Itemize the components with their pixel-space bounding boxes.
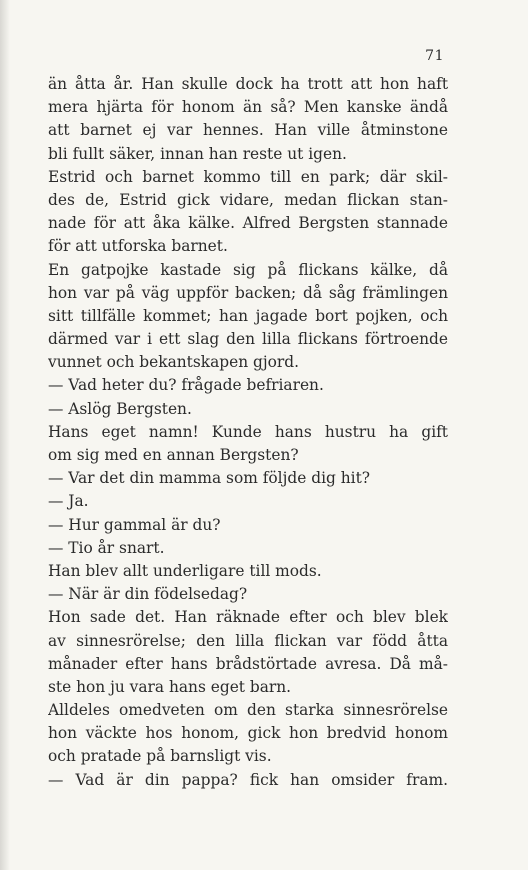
text-line: — Hur gammal är du? [48, 515, 221, 534]
text-line: att barnet ej var hennes. Han ville åtminstone [48, 121, 448, 140]
text-line: månader efter hans brådstörtade avresa. Då må- [48, 654, 448, 673]
text-line: — Ja. [48, 492, 89, 511]
text-line: Hon sade det. Han räknade efter och blev blek [48, 608, 448, 627]
text-line: des de, Estrid gick vidare, medan flickan stan- [48, 190, 448, 209]
text-line: En gatpojke kastade sig på flickans kälke, då [48, 260, 448, 279]
text-line: därmed var i ett slag den lilla flickans förtroende [48, 330, 448, 349]
text-line: ste hon ju vara hans eget barn. [48, 677, 292, 696]
text-line: — Var det din mamma som följde dig hit? [48, 469, 371, 488]
text-line: — Aslög Bergsten. [48, 399, 192, 418]
text-line: — Vad är din pappa? fick han omsider fram. [48, 770, 448, 789]
text-line: vunnet och bekantskapen gjord. [48, 353, 300, 372]
body-text [48, 73, 448, 792]
text-line: — Tio år snart. [48, 538, 165, 557]
text-line: Hans eget namn! Kunde hans hustru ha gift [48, 422, 448, 441]
text-line: för att utforska barnet. [48, 237, 228, 256]
text-line: nade för att åka kälke. Alfred Bergsten stannade [48, 214, 448, 233]
text-line: — Vad heter du? frågade befriaren. [48, 376, 324, 395]
text-line: Han blev allt underligare till mods. [48, 561, 322, 580]
text-line: — När är din födelsedag? [48, 585, 248, 604]
text-line: och pratade på barnsligt vis. [48, 747, 272, 766]
text-line: Estrid och barnet kommo till en park; där skil- [48, 167, 448, 186]
text-line: bli fullt säker, innan han reste ut igen. [48, 144, 347, 163]
text-line: hon var på väg uppför backen; då såg främlingen [48, 283, 448, 302]
text-line: mera hjärta för honom än så? Men kanske ändå [48, 98, 448, 117]
text-line: Alldeles omedveten om den starka sinnesrörelse [48, 701, 448, 720]
text-line: sitt tillfälle kommet; han jagade bort pojken, och [48, 306, 448, 325]
text-line: av sinnesrörelse; den lilla flickan var född åtta [48, 631, 448, 650]
page-binding-shadow [0, 0, 10, 870]
text-line: hon väckte hos honom, gick hon bredvid honom [48, 724, 448, 743]
text-line: om sig med en annan Bergsten? [48, 446, 299, 464]
page-number: 71 [425, 48, 444, 64]
text-line: än åtta år. Han skulle dock ha trott att hon haft [48, 75, 448, 93]
